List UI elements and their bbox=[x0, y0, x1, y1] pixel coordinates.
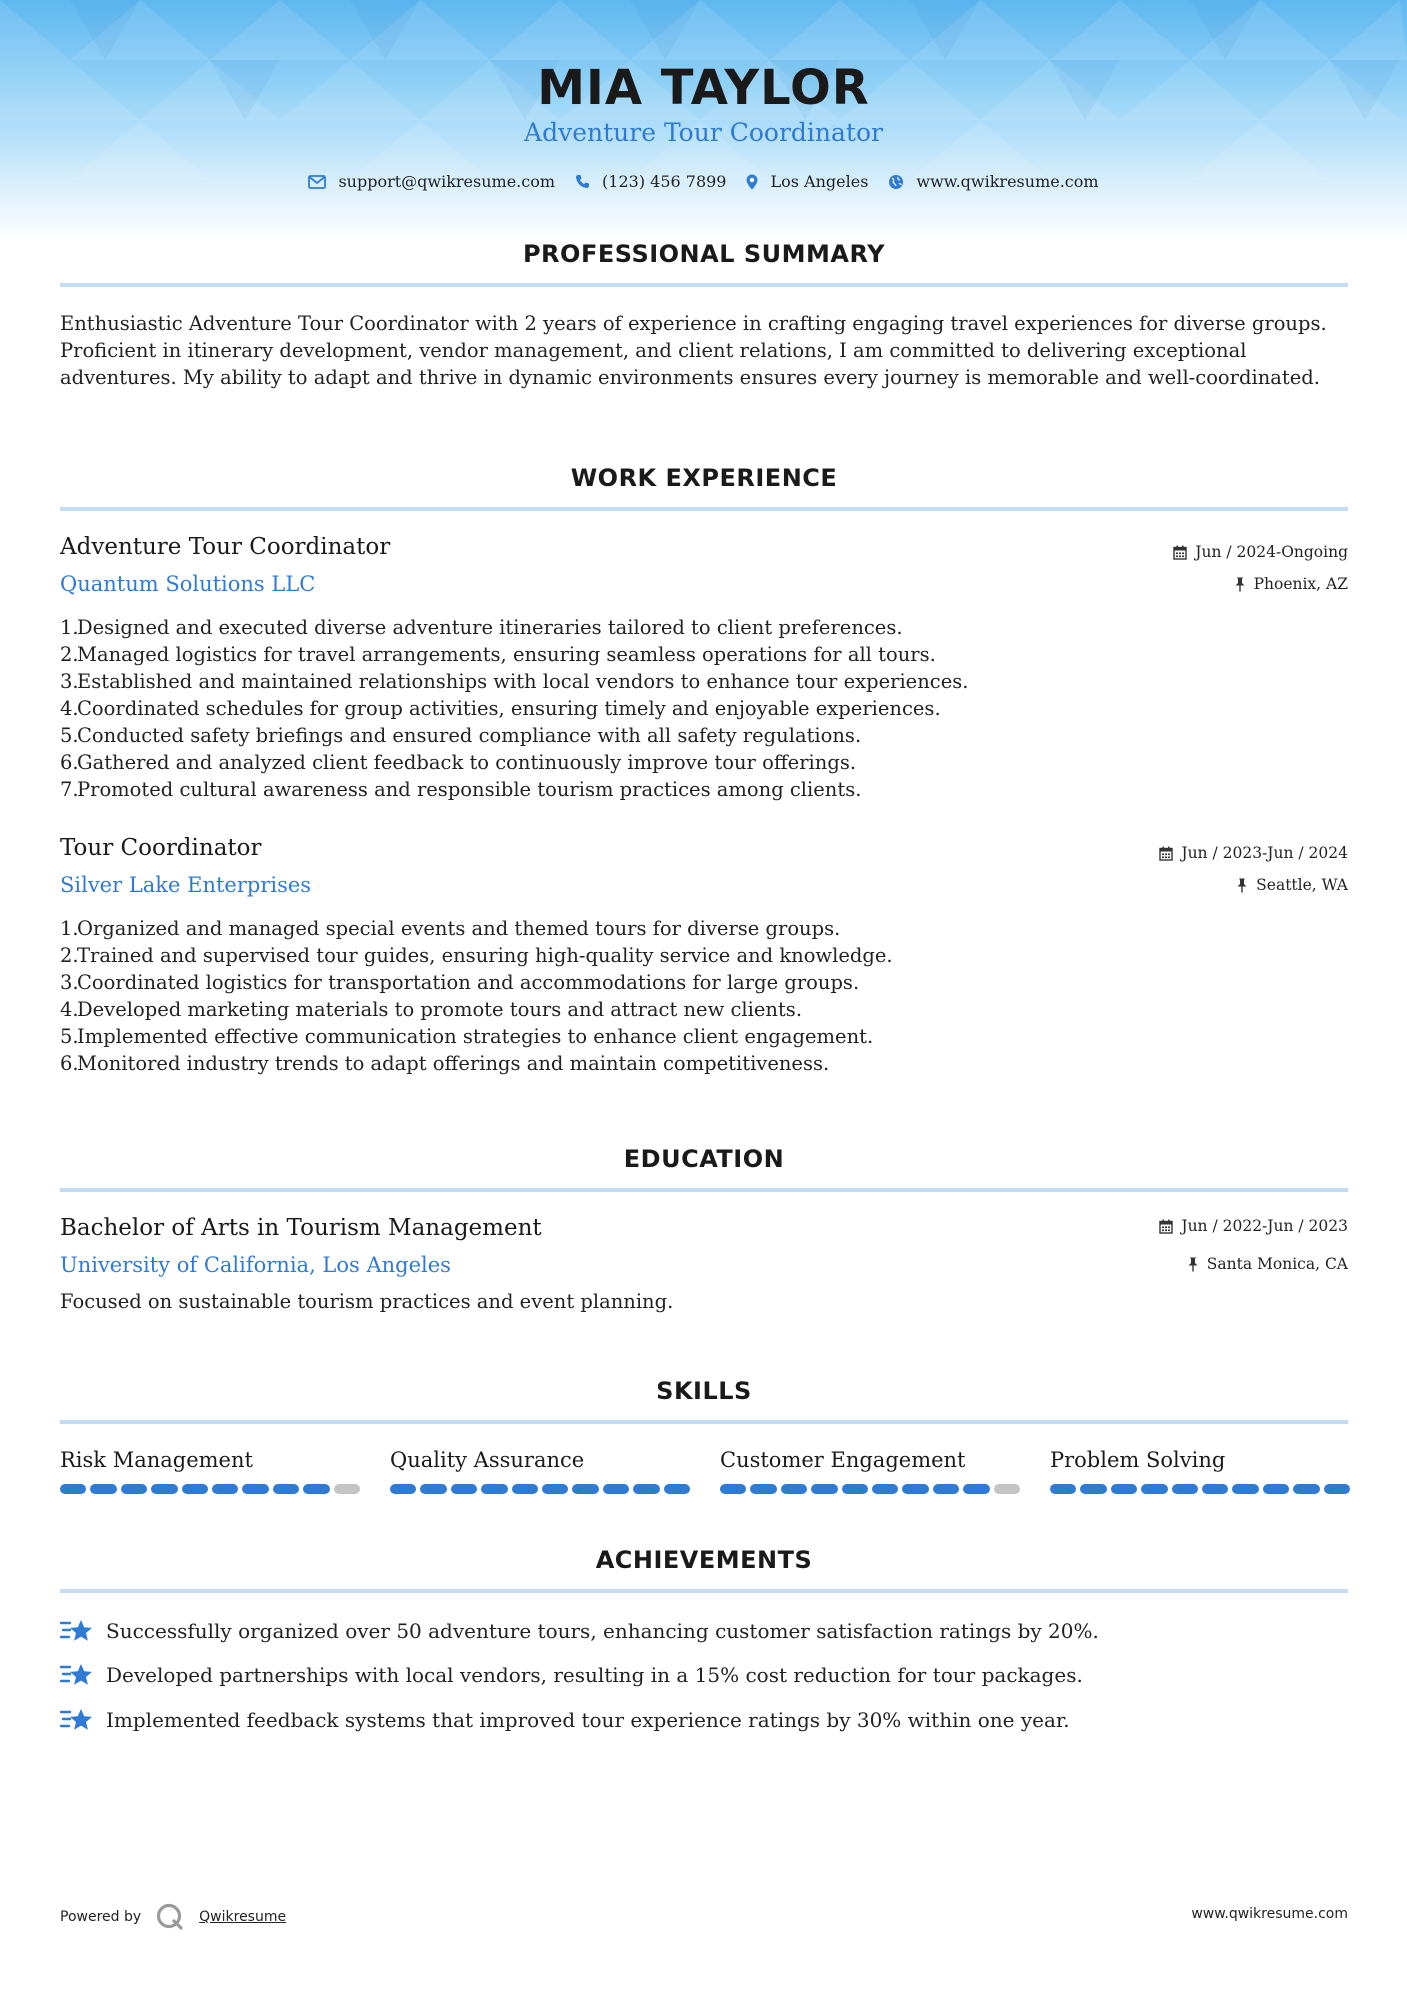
skill-segment-filled bbox=[212, 1484, 238, 1494]
job-company: Quantum Solutions LLC bbox=[60, 572, 316, 596]
skill-segment-filled bbox=[1172, 1484, 1198, 1494]
job-date-text: Jun / 2023-Jun / 2024 bbox=[1181, 844, 1348, 862]
job-date bbox=[1173, 543, 1348, 561]
map-pin-icon bbox=[746, 174, 758, 190]
skill-item bbox=[720, 1448, 1020, 1494]
job-title: Tour Coordinator bbox=[60, 835, 262, 861]
skill-segment-filled bbox=[1111, 1484, 1137, 1494]
contact-bar bbox=[0, 172, 1407, 191]
skill-segment-filled bbox=[720, 1484, 746, 1494]
skills-heading: SKILLS bbox=[656, 1377, 752, 1405]
experience-heading: WORK EXPERIENCE bbox=[570, 464, 838, 492]
skill-segment-filled bbox=[303, 1484, 329, 1494]
list-item: 6. Monitored industry trends to adapt offerings and maintain competitiveness. bbox=[60, 1052, 830, 1075]
school-name: University of California, Los Angeles bbox=[60, 1253, 451, 1277]
summary-heading: PROFESSIONAL SUMMARY bbox=[522, 240, 886, 268]
calendar-icon bbox=[1173, 545, 1187, 560]
skill-segment-filled bbox=[481, 1484, 507, 1494]
job-responsibilities bbox=[60, 915, 1310, 1077]
candidate-title: Adventure Tour Coordinator bbox=[524, 118, 883, 147]
job-location bbox=[1234, 575, 1348, 593]
achievement-item bbox=[60, 1661, 1083, 1689]
achievement-text: Implemented feedback systems that improved tour experience ratings by 30% within one year. bbox=[106, 1708, 1070, 1732]
globe-icon bbox=[888, 174, 904, 190]
location-text: Los Angeles bbox=[770, 172, 869, 191]
list-item: 5. Conducted safety briefings and ensured compliance with all safety regulations. bbox=[60, 724, 862, 747]
education-divider bbox=[60, 1188, 1348, 1192]
skill-segment-filled bbox=[242, 1484, 268, 1494]
list-item: 7. Promoted cultural awareness and responsible tourism practices among clients. bbox=[60, 778, 862, 801]
skill-segment-filled bbox=[781, 1484, 807, 1494]
skill-segment-filled bbox=[750, 1484, 776, 1494]
candidate-name: MIA TAYLOR bbox=[537, 60, 870, 116]
skill-name: Problem Solving bbox=[1050, 1448, 1226, 1472]
skill-segment-filled bbox=[151, 1484, 177, 1494]
shooting-star-icon bbox=[60, 1661, 94, 1689]
skill-level-bar bbox=[390, 1484, 690, 1494]
list-item: 2. Trained and supervised tour guides, ensuring high-quality service and knowledge. bbox=[60, 944, 893, 967]
skill-segment-empty bbox=[334, 1484, 360, 1494]
job-date bbox=[1159, 844, 1348, 862]
contact-location bbox=[746, 172, 868, 191]
education-heading: EDUCATION bbox=[623, 1145, 785, 1173]
skill-segment-filled bbox=[933, 1484, 959, 1494]
skill-segment-filled bbox=[60, 1484, 86, 1494]
shooting-star-icon bbox=[60, 1706, 94, 1734]
skill-segment-filled bbox=[451, 1484, 477, 1494]
achievements-divider bbox=[60, 1589, 1348, 1593]
skill-segment-filled bbox=[963, 1484, 989, 1494]
skill-segment-filled bbox=[872, 1484, 898, 1494]
education-location bbox=[1187, 1255, 1348, 1273]
powered-by-label: Powered by bbox=[60, 1909, 142, 1925]
skill-item bbox=[1050, 1448, 1350, 1494]
envelope-icon bbox=[308, 175, 326, 189]
contact-phone[interactable] bbox=[575, 172, 726, 191]
list-item: 3. Coordinated logistics for transportation and accommodations for large groups. bbox=[60, 971, 860, 994]
skill-segment-filled bbox=[273, 1484, 299, 1494]
summary-divider bbox=[60, 283, 1348, 287]
summary-text: Enthusiastic Adventure Tour Coordinator with 2 years of experience in crafting engaging travel experiences for diverse groups. Proficient in itinerary development, vendor management, and client relations, I am committed to delivering exceptional adventures. My ability to adapt and thrive in dynamic environments ensures every journey is memorable and well-coordinated. bbox=[60, 312, 1327, 389]
skill-level-bar bbox=[60, 1484, 360, 1494]
skill-segment-filled bbox=[633, 1484, 659, 1494]
phone-text: (123) 456 7899 bbox=[602, 172, 727, 191]
skill-name: Risk Management bbox=[60, 1448, 253, 1472]
skill-segment-filled bbox=[811, 1484, 837, 1494]
skill-segment-filled bbox=[512, 1484, 538, 1494]
skill-segment-filled bbox=[1050, 1484, 1076, 1494]
skill-segment-filled bbox=[664, 1484, 690, 1494]
skills-divider bbox=[60, 1420, 1348, 1424]
education-location-text: Santa Monica, CA bbox=[1206, 1255, 1348, 1273]
calendar-icon bbox=[1159, 846, 1173, 861]
experience-divider bbox=[60, 507, 1348, 511]
email-text: support@qwikresume.com bbox=[338, 172, 556, 191]
skill-segment-filled bbox=[390, 1484, 416, 1494]
skill-segment-filled bbox=[121, 1484, 147, 1494]
skill-segment-filled bbox=[542, 1484, 568, 1494]
education-description: Focused on sustainable tourism practices and event planning. bbox=[60, 1290, 674, 1313]
footer-website[interactable]: www.qwikresume.com bbox=[1191, 1906, 1348, 1922]
skill-segment-filled bbox=[1324, 1484, 1350, 1494]
achievement-item bbox=[60, 1706, 1070, 1734]
skills-list bbox=[60, 1448, 1350, 1494]
job-responsibilities bbox=[60, 614, 1310, 803]
pushpin-icon bbox=[1234, 577, 1246, 592]
job-date-text: Jun / 2024-Ongoing bbox=[1195, 543, 1348, 561]
skill-segment-filled bbox=[1080, 1484, 1106, 1494]
footer-branding bbox=[60, 1902, 286, 1932]
list-item: 1. Designed and executed diverse adventure itineraries tailored to client preferences. bbox=[60, 616, 903, 639]
pushpin-icon bbox=[1236, 878, 1248, 893]
pushpin-icon bbox=[1187, 1257, 1199, 1272]
calendar-icon bbox=[1159, 1219, 1173, 1234]
job-title: Adventure Tour Coordinator bbox=[60, 534, 391, 560]
skill-name: Customer Engagement bbox=[720, 1448, 966, 1472]
job-location bbox=[1236, 876, 1348, 894]
achievement-text: Developed partnerships with local vendors, resulting in a 15% cost reduction for tour packages. bbox=[106, 1663, 1083, 1687]
job-company: Silver Lake Enterprises bbox=[60, 873, 312, 897]
contact-email[interactable] bbox=[308, 172, 555, 191]
list-item: 3. Established and maintained relationships with local vendors to enhance tour experiences. bbox=[60, 670, 969, 693]
list-item: 2. Managed logistics for travel arrangements, ensuring seamless operations for all tours. bbox=[60, 643, 936, 666]
list-item: 4. Developed marketing materials to promote tours and attract new clients. bbox=[60, 998, 803, 1021]
list-item: 5. Implemented effective communication strategies to enhance client engagement. bbox=[60, 1025, 874, 1048]
achievement-item bbox=[60, 1617, 1099, 1645]
degree-title: Bachelor of Arts in Tourism Management bbox=[60, 1215, 542, 1241]
skill-segment-filled bbox=[1202, 1484, 1228, 1494]
skill-name: Quality Assurance bbox=[390, 1448, 585, 1472]
skill-level-bar bbox=[1050, 1484, 1350, 1494]
skill-segment-filled bbox=[842, 1484, 868, 1494]
job-location-text: Seattle, WA bbox=[1256, 876, 1348, 894]
achievement-text: Successfully organized over 50 adventure tours, enhancing customer satisfaction ratings by 20%. bbox=[106, 1619, 1099, 1643]
job-location-text: Phoenix, AZ bbox=[1253, 575, 1348, 593]
skill-segment-filled bbox=[1232, 1484, 1258, 1494]
skill-item bbox=[60, 1448, 360, 1494]
skill-segment-filled bbox=[420, 1484, 446, 1494]
skill-segment-filled bbox=[603, 1484, 629, 1494]
skill-segment-filled bbox=[1141, 1484, 1167, 1494]
list-item: 4. Coordinated schedules for group activities, ensuring timely and enjoyable experiences. bbox=[60, 697, 941, 720]
contact-website[interactable] bbox=[888, 172, 1098, 191]
skill-segment-filled bbox=[572, 1484, 598, 1494]
qwikresume-logo-icon bbox=[155, 1902, 185, 1932]
skill-segment-filled bbox=[1263, 1484, 1289, 1494]
education-date-text: Jun / 2022-Jun / 2023 bbox=[1181, 1217, 1348, 1235]
qwikresume-link[interactable]: Qwikresume bbox=[199, 1909, 287, 1925]
shooting-star-icon bbox=[60, 1617, 94, 1645]
achievements-heading: ACHIEVEMENTS bbox=[595, 1546, 813, 1574]
list-item: 1. Organized and managed special events and themed tours for diverse groups. bbox=[60, 917, 841, 940]
skill-segment-filled bbox=[902, 1484, 928, 1494]
list-item: 6. Gathered and analyzed client feedback to continuously improve tour offerings. bbox=[60, 751, 857, 774]
phone-icon bbox=[575, 174, 590, 189]
skill-segment-empty bbox=[994, 1484, 1020, 1494]
skill-segment-filled bbox=[90, 1484, 116, 1494]
skill-segment-filled bbox=[1293, 1484, 1319, 1494]
skill-item bbox=[390, 1448, 690, 1494]
skill-level-bar bbox=[720, 1484, 1020, 1494]
website-text: www.qwikresume.com bbox=[916, 172, 1099, 191]
education-date bbox=[1159, 1217, 1348, 1235]
skill-segment-filled bbox=[182, 1484, 208, 1494]
